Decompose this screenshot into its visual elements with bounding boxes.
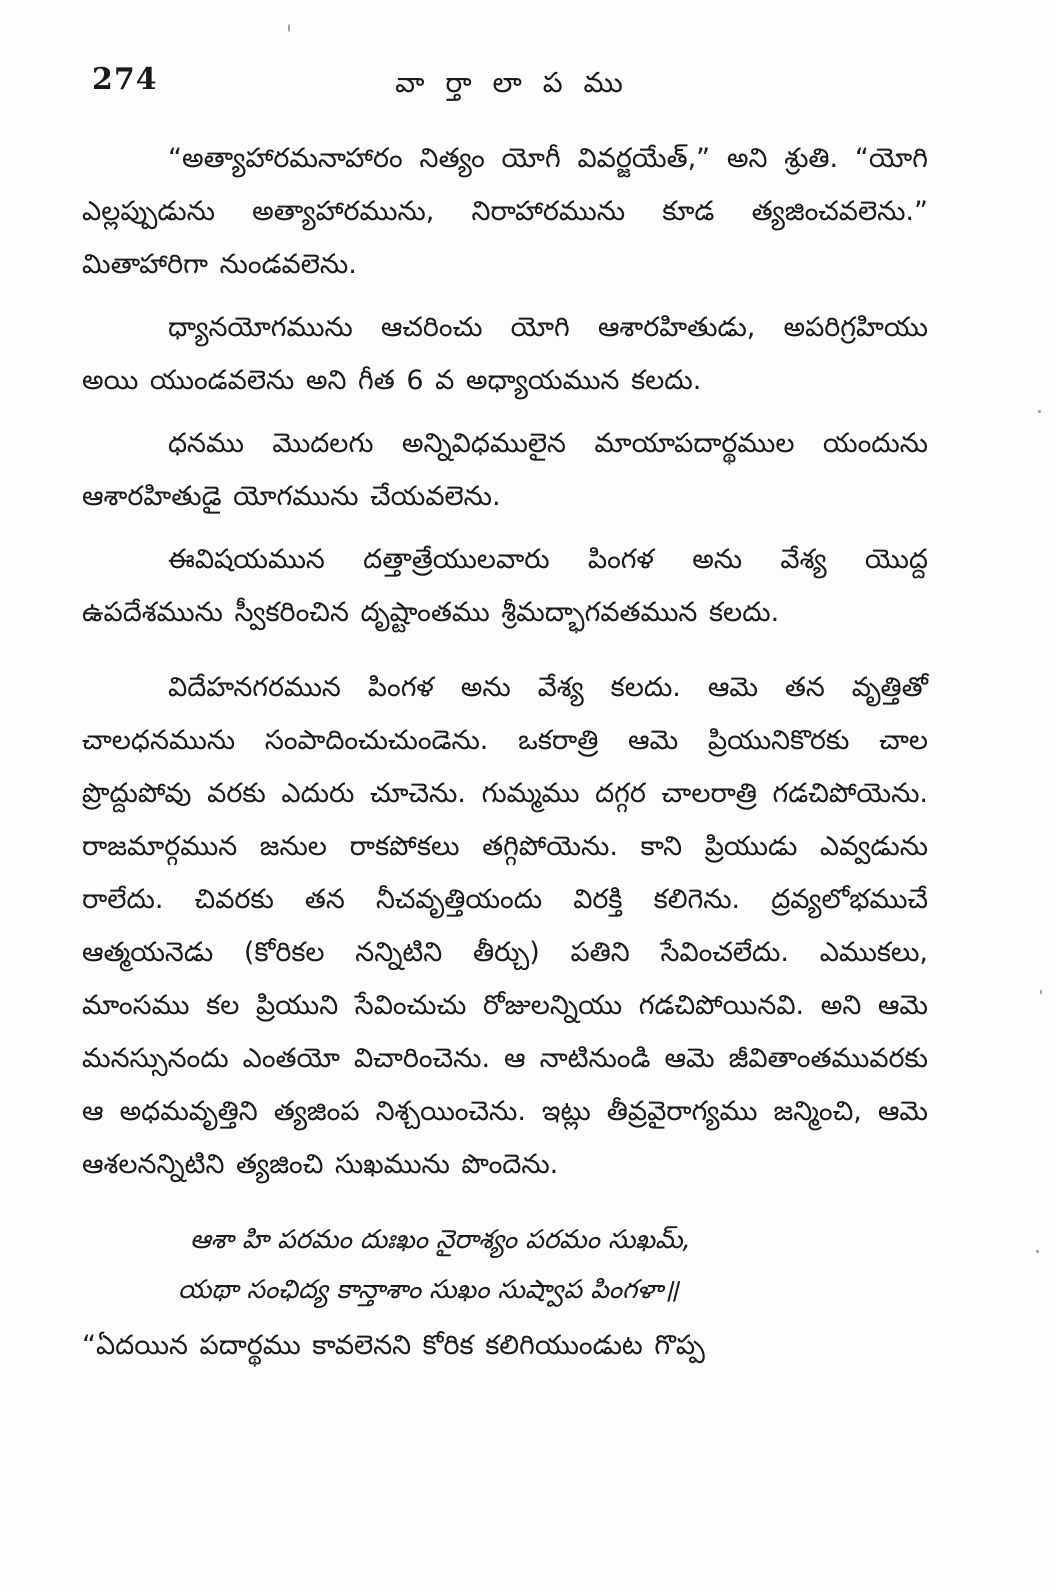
running-title: వా ర్తా లా ప ము [395, 66, 629, 99]
verse-line-2: యథా సంఛిద్య కాన్తాశాం సుఖం సుష్వాప పింగళా॥ [178, 1275, 679, 1305]
scan-speck [1038, 410, 1041, 413]
paragraph-1: “అత్యాహారమనాహారం నిత్యం యోగీ వివర్జయేత్,” అని శ్రుతి. “యోగి ఎల్లప్పుడును అత్యాహారమును, నిరాహారమును కూడ త్యజించవలెను.” మితాహారిగా నుండవలెను. [82, 143, 928, 280]
paragraph-2: ధ్యానయోగమును ఆచరించు యోగి ఆశారహితుడు, అపరిగ్రహియు అయి యుండవలెను అని గీత 6 వ అధ్యాయమున కలదు. [82, 312, 928, 396]
page-body [82, 132, 928, 1372]
scan-speck [288, 24, 290, 32]
scan-speck [1040, 990, 1042, 994]
sanskrit-verse [82, 1215, 928, 1315]
verse-line-1: ఆశా హి పరమం దుఃఖం నైరాశ్యం పరమం సుఖమ్, [190, 1225, 691, 1255]
paragraph-3: ధనము మొదలగు అన్నివిధములైన మాయాపదార్థముల యందును ఆశారహితుడై యోగమును చేయవలెను. [82, 428, 928, 512]
page-header [92, 62, 932, 110]
paragraph-5: విదేహనగరమున పింగళ అను వేశ్య కలదు. ఆమె తన వృత్తితో చాలధనమును సంపాదించుచుండెను. ఒకరాత్రి ఆమె ప్రియునికొరకు చాల ప్రొద్దుపోవు వరకు ఎదురు చూచెను. గుమ్మము దగ్గర చాలరాత్రి గడచిపోయెను. రాజమార్గమున జనుల రాకపోకలు తగ్గిపోయెను. కాని ప్రియుడు ఎవ్వడును రాలేదు. చివరకు తన నీచవృత్తియందు విరక్తి కలిగెను. ద్రవ్యలోభముచే ఆత్మయనెడు (కోరికల నన్నిటిని తీర్చు) పతిని సేవించలేదు. ఎముకలు, మాంసము కల ప్రియుని సేవించుచు రోజులన్నియు గడచిపోయినవి. అని ఆమె మనస్సునందు ఎంతయో విచారించెను. ఆ నాటినుండి ఆమె జీవితాంతమువరకు ఆ అధమవృత్తిని త్యజింప నిశ్చయించెను. ఇట్లు తీవ్రవైరాగ్యము జన్మించి, ఆమె ఆశలనన్నిటిని త్యజించి సుఖమును పొందెను. [82, 672, 929, 1180]
paragraph-4: ఈవిషయమున దత్తాత్రేయులవారు పింగళ అను వేశ్య యొద్ద ఉపదేశమును స్వీకరించిన దృష్టాంతము శ్రీమద్భాగవతమున కలదు. [82, 544, 928, 628]
page-number: 274 [92, 62, 158, 97]
closing-line: “ఏదయిన పదార్థము కావలెనని కోరిక కలిగియుండుట గొప్ప [82, 1330, 705, 1361]
scan-speck [1036, 1250, 1039, 1253]
